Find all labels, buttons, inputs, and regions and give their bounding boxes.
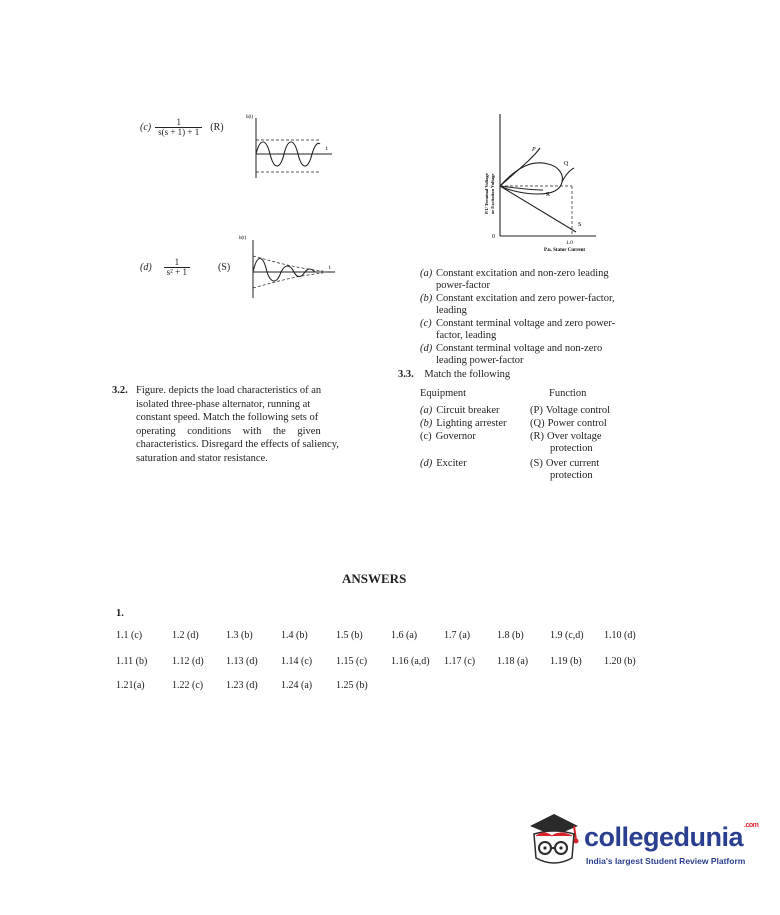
q33-function-p-key: (P)	[530, 405, 543, 416]
q32-option-a	[420, 268, 655, 292]
q32-option-c-key: (c)	[420, 318, 432, 329]
q33-equipment-c-key: (c)	[420, 431, 432, 442]
q33-equipment-a-key: (a)	[420, 405, 433, 416]
answer-item: 1.12 (d)	[172, 656, 204, 667]
answer-item: 1.1 (c)	[116, 630, 143, 641]
option-d-numerator: 1	[174, 257, 180, 267]
option-d-response-plot	[235, 232, 345, 302]
chart-x-label: P.u. Stator Current	[544, 248, 586, 253]
answer-item: 1.6 (a)	[391, 630, 418, 641]
q32-option-c-line2: factor, leading	[436, 330, 497, 341]
answer-item: 1.15 (c)	[336, 656, 368, 667]
q33-col-function: Function	[549, 388, 587, 399]
chart-y-label-line1: P.U Terminal Voltage	[484, 173, 489, 214]
answers-section-number: 1.	[116, 608, 124, 619]
q32-line-4: operating conditions with the given	[136, 425, 321, 437]
q32-option-c	[420, 318, 655, 342]
q33-header	[398, 369, 510, 381]
answer-item: 1.13 (d)	[226, 656, 258, 667]
q32-line-5: characteristics. Disregard the effects of saliency,	[136, 439, 339, 451]
q32-option-b-line2: leading	[436, 305, 467, 316]
q33-equipment-b-key: (b)	[420, 418, 433, 429]
option-d-axis-x: t	[329, 265, 331, 271]
q33-function-q-text: Power control	[547, 418, 607, 429]
q33-function-r-line1: Over voltage	[547, 431, 602, 442]
q32-stem	[112, 384, 372, 466]
option-c	[140, 118, 224, 137]
curve-label-q: Q	[564, 161, 569, 167]
option-d	[140, 258, 230, 277]
q32-option-b	[420, 293, 655, 317]
q33-equipment-d-name: Exciter	[436, 458, 467, 469]
q33-equipment-b	[420, 418, 507, 430]
answer-item: 1.3 (b)	[226, 630, 253, 641]
answer-item: 1.23 (d)	[226, 680, 258, 691]
option-c-code: (R)	[210, 122, 224, 133]
answer-item: 1.11 (b)	[116, 656, 148, 667]
answer-item: 1.7 (a)	[444, 630, 471, 641]
q33-equipment-d	[420, 458, 467, 470]
answer-item: 1.10 (d)	[604, 630, 636, 641]
option-c-axis-x: t	[326, 146, 328, 152]
q33-function-r	[530, 431, 602, 455]
answer-item: 1.21(a)	[116, 680, 145, 691]
q33-function-q-key: (Q)	[530, 418, 545, 429]
q33-equipment-c	[420, 431, 476, 443]
q33-function-r-line2: protection	[550, 443, 593, 454]
q33-function-s	[530, 458, 599, 482]
q32-option-a-line1: Constant excitation and non-zero leading	[436, 268, 609, 279]
answer-item: 1.20 (b)	[604, 656, 636, 667]
q32-number: 3.2.	[112, 385, 128, 396]
curve-label-r: R	[546, 192, 551, 198]
q32-option-a-line2: power-factor	[436, 280, 491, 291]
brand-name	[584, 822, 758, 853]
q33-number: 3.3.	[398, 369, 414, 380]
q32-option-a-key: (a)	[420, 268, 433, 279]
option-c-numerator: 1	[176, 117, 181, 127]
answer-item: 1.25 (b)	[336, 680, 368, 691]
load-characteristics-chart	[478, 108, 608, 258]
q33-function-s-key: (S)	[530, 458, 543, 469]
q32-option-c-line1: Constant terminal voltage and zero power-	[436, 318, 616, 329]
answer-item: 1.19 (b)	[550, 656, 582, 667]
q33-col-equipment: Equipment	[420, 388, 467, 399]
option-d-label: (d)	[140, 262, 152, 273]
q33-function-s-line2: protection	[550, 470, 593, 481]
option-c-response-plot	[240, 110, 340, 185]
chart-origin: 0	[492, 234, 495, 240]
q32-line-1: Figure. depicts the load characteristics of an	[136, 385, 322, 396]
option-d-code: (S)	[217, 262, 231, 273]
curve-label-s: S	[578, 222, 582, 228]
option-c-axis-y: h(t)	[246, 115, 254, 120]
q32-line-3: constant speed. Match the following sets of	[136, 412, 319, 424]
answer-item: 1.17 (c)	[444, 656, 476, 667]
answer-item: 1.5 (b)	[336, 630, 363, 641]
answers-heading: ANSWERS	[342, 571, 407, 586]
option-c-transfer-function	[155, 118, 202, 137]
answer-item: 1.2 (d)	[172, 630, 199, 641]
option-d-denominator: s² + 1	[164, 267, 190, 277]
brand-name-text: collegedunia	[584, 822, 744, 852]
brand-tagline: India's largest Student Review Platform	[586, 856, 746, 866]
brand-suffix: .com	[744, 822, 759, 829]
answer-item: 1.8 (b)	[497, 630, 524, 641]
answer-item: 1.22 (c)	[172, 680, 204, 691]
answer-item: 1.18 (a)	[497, 656, 529, 667]
q32-option-b-line1: Constant excitation and zero power-factor,	[436, 293, 615, 304]
q33-equipment-b-name: Lighting arrester	[436, 418, 507, 429]
q32-option-d-line1: Constant terminal voltage and non-zero	[436, 343, 603, 354]
q33-equipment-a-name: Circuit breaker	[436, 405, 500, 416]
q33-equipment-a	[420, 405, 500, 417]
answer-item: 1.14 (c)	[281, 656, 313, 667]
q33-function-r-key: (R)	[530, 431, 544, 442]
curve-label-p: P	[532, 147, 536, 153]
q32-option-d-key: (d)	[420, 343, 433, 354]
option-c-label: (c)	[140, 122, 152, 133]
q33-function-q	[530, 418, 607, 430]
student-mascot-icon	[522, 808, 582, 878]
chart-x-tick: 1.0	[566, 240, 573, 246]
option-d-axis-y: h(t)	[239, 236, 247, 241]
answer-item: 1.16 (a,d)	[391, 656, 430, 667]
q33-title: Match the following	[424, 369, 511, 380]
answer-item: 1.9 (c,d)	[550, 630, 584, 641]
q33-function-p-text: Voltage control	[545, 405, 611, 416]
chart-y-label-line2: or Excitation Voltage	[490, 173, 495, 214]
answer-item: 1.24 (a)	[281, 680, 313, 691]
q33-function-p	[530, 405, 610, 417]
answer-item: 1.4 (b)	[281, 630, 308, 641]
option-c-denominator: s(s + 1) + 1	[155, 127, 202, 137]
q33-equipment-d-key: (d)	[420, 458, 433, 469]
q32-option-b-key: (b)	[420, 293, 433, 304]
option-d-transfer-function	[164, 258, 190, 277]
q32-options	[420, 268, 655, 367]
q32-option-d-line2: leading power-factor	[436, 355, 524, 366]
q33-equipment-c-name: Governor	[435, 431, 476, 442]
q32-option-d	[420, 343, 655, 367]
q32-line-6: saturation and stator resistance.	[136, 452, 268, 464]
collegedunia-logo	[522, 808, 759, 878]
q32-line-2: isolated three-phase alternator, running at	[136, 398, 311, 410]
q33-function-s-line1: Over current	[545, 458, 600, 469]
